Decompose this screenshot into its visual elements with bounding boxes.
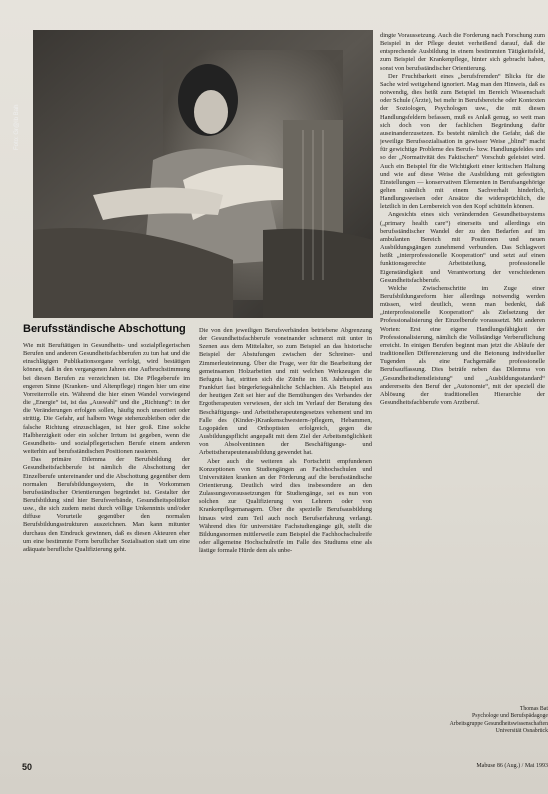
footer-issue: Mabuse 86 (Aug.) / Mai 1993 (476, 763, 548, 769)
author-institution: Universität Osnabrück (495, 728, 548, 735)
article-heading: Berufsständische Abschottung (23, 323, 186, 335)
photo-credit: Foto: Gr@Ib Bah (14, 104, 20, 150)
paragraph: Welche Zwischenschritte im Zuge einer Berufsbildungsreform hier allerdings notwendig werden müssen, wird deutlich, wenn man bedenkt, daß „interprofessionelle Kooperation“ als Zielsetzung der Professionalisierung der Einzelberufe voraussetzt. Mit anderen Worten: Erst eine eigene Handlungsfähigkeit der Professionalisierung, nämlich die Vollständige Verberuflichung erreicht. In einigen Berufen beginnt man jetzt die Abläufe der traditionellen Differenzierung und die Betonung individueller Tugenden als eine Fachgemäße professionelle Berufsauffassung. Dies beträfe neben das Dilemma von „Gesundheitsdienstleistung“ und „Ausbildungsstandard“ andererseits den Beruf der „Autonomie“, mit der speziell die Ablösung der traditionellen Hierarchie der Gesundheitsfachberufe vom Arztberuf. (380, 284, 545, 407)
text-column-1 (23, 342, 190, 554)
paragraph: Aber auch die weiteren als Fortschritt empfundenen Konzeptionen von Studiengängen an Fachhochschulen und Universitäten kranken an der Förderung auf die berufsständische Orientierung. Deutlich wird dies insbesondere an den Zulassungsvoraussetzungen für Studiengänge, sei es nun von solchen zur Qualifizierung von Lehrern oder von Krankenpflegemanagern. Über die spezielle Berufsausbildung hinaus wird zum Teil auch noch Berufserfahrung verlangt. Während dies für universitäre Fachstudiengänge gilt, stellt die Bildungsnormen mittlerweile zum Beispiel die Fachhochschulreife oder allgemeine Hochschulreife im Falle des Studiums eine als lästige formale Hürde dem als unbe- (199, 457, 372, 555)
text-column-3 (380, 32, 545, 692)
paragraph: Wie mit Beruftätigen in Gesundheits- und sozialpflegerischen Berufen und anderen Gesundheitsfachberufen zu tun hat und die einschlägigen Publikationsorgane verfolgt, wird bestätigen können, daß in den vergangenen Jahren eine Aufbruchstimmung bei diesen Berufen zu verzeichnen ist. Die Pflegeberufe im engeren Sinne (Kranken- und Altenpflege) ringen hier um eine Vorreiterrolle ein. Während die hier einen Wandel vorwiegend die „Energie“ ist, ist das „Auswahl“ und die „Richtung“: in der die Veränderungen erfolgen sollen, häufig noch unsortiert oder strittig. Die Gefahr, auf halbem Wege stehenzubleiben oder die falsche Richtung einzuschlagen, ist hier groß. Eine solche Halbherzigkeit oder ein solcher Irrtum ist gegeben, wenn die Gesundheits- und sozialpflegerischen Berufe einem anderen weiterhin auf berufsständischen Positionen rassieren. (23, 342, 190, 456)
author-name: Thomas Bat (519, 706, 548, 712)
paragraph: dingte Voraussetzung. Auch die Forderung nach Forschung zum Beispiel in der Pflege deutet verheißend darauf, daß die entsprechende Ausbildung in einem bestimmten Tätigkeitsfeld, zum Beispiel der Krankenpflege, hinter sich gebracht haben, sonst von berufsständischer Orientierung. (380, 32, 545, 72)
author-title: Psychologe und Berufspädagoge (472, 713, 548, 720)
paragraph: Angesichts eines sich verändernden Gesundheitssystems („primary health care“) einerseits und allerdings ein berufsständischer Wandel der zu den Bedarfen auf im ambulanten Bereich mit Positionen und neuen Ausbildungsgängen zunehmend verbunden. Das Schlagwort heißt „interprofessionelle Kooperation“ und setzt auf einen funktionsgerechte Arbeitsteilung, professionelle Eigenständigkeit und Verantwortung der verschiedenen Gesundheitsfachberufe. (380, 211, 545, 284)
author-signature (430, 706, 548, 736)
paragraph: Der Fruchtbarkeit eines „berufsfremden“ Blicks für die Sache wird weitgehend ignoriert. Mag man den Hinweis, daß es notwendig, dies heißt zum Beispiel im Bereich Wissenschaft oder Schule (Ärzte), bei mehr in Berufsbereiche oder Kontexten der Soziologen, Psychologen usw., die mit diesen Handlungsfeldern befassen, muß es Anlaß genug, so weit man sich doch von der fachlichen Begründung dafür auseinanderzusetzen. Es besteht nämlich die Gefahr, daß die jeweilige Berufssozialisation in gewisser Weise „blind“ macht für gewichtige Probleme des Berufs- bzw. Handlungsfeldes und so der „Normativität des Faktischen“ Vorschub geleistet wird. Auch ein Beispiel für die Wichtigkeit einer kritischen Haltung und wie auf diese Weise die Ausbildung mit gefestigten Einstellungen — konservativen Elementen in Berufsangehörige gelten nämlich mit einem Sachverhalt hinderlich, Handlungsweisen oder Ansätze die widersprüchlich, die letztlich in den Lernbereich von den Kopf schütteln können. (380, 72, 545, 211)
paragraph: Das primäre Dilemma der Berufsbildung der Gesundheitsfachberufe ist nämlich die Abschottung der Einzelberufe untereinander und die Abschottung gegenüber dem normalen Berufsbildungssystem, die in Vorkommen berufsständischer Orientierungen begründet ist. Gestalter der Berufsbildung sind hier Berufsverbände, Gesundheitspolitiker usw., die sich zudem meist durch völlige Unkenntnis und/oder diffuse Vorurteile gegenüber den normalen Berufsbildungsstrukturen auszeichnen. Man kann mitunter durchaus den Eindruck gewinnen, daß es diesen Akteuren eher um eine bestimmte Form beruflicher Sozialisation statt um eine adäquate berufliche Qualifizierung geht. (23, 456, 190, 553)
paragraph: Die von den jeweiligen Berufsverbänden betriebene Abgrenzung der Gesundheitsfachberufe voneinander schmerzt mit unter in Szenen aus dem Mittelalter, so zum Beispiel an das historische Beispiel der Abstufungen zwischen der Schreiner- und Zimmerleuteinnung. Über die Frage, wer für die Bearbeitung der gemeinsamen Holzarbeiten und mit welchen Werkzeugen die Befugnis hat, stritten sich die Zünfte im 18. Jahrhundert in Frankfurt fast bürgerkriegsähnliche Schlachten. Als Beispiel aus der heutigen Zeit sei hier auf die Bemühungen des Verbandes der Ergotherapeuten verwiesen, der sich im Verlauf der Beratung des Beschäftigungs- und Arbeitstherapeutengesetzes vehement und im Falle des (Kinder-)Krankenschwestern-/pflegern, Hebammen, Logopäden und Orthoptisten erfolgreich, gegen die Ausbildungspflicht angepaßt mit dem Ziel der Arbeitsmöglichkeit von Absolventinnen der Beschäftigungs- und Arbeitstherapeutenausbildung gewendet hat. (199, 327, 372, 457)
article-photo (33, 30, 373, 318)
photo-image (33, 30, 373, 318)
author-affiliation: Arbeitsgruppe Gesundheitswissenschaften (449, 720, 548, 727)
page-number: 50 (22, 762, 33, 772)
text-column-2 (199, 327, 372, 555)
